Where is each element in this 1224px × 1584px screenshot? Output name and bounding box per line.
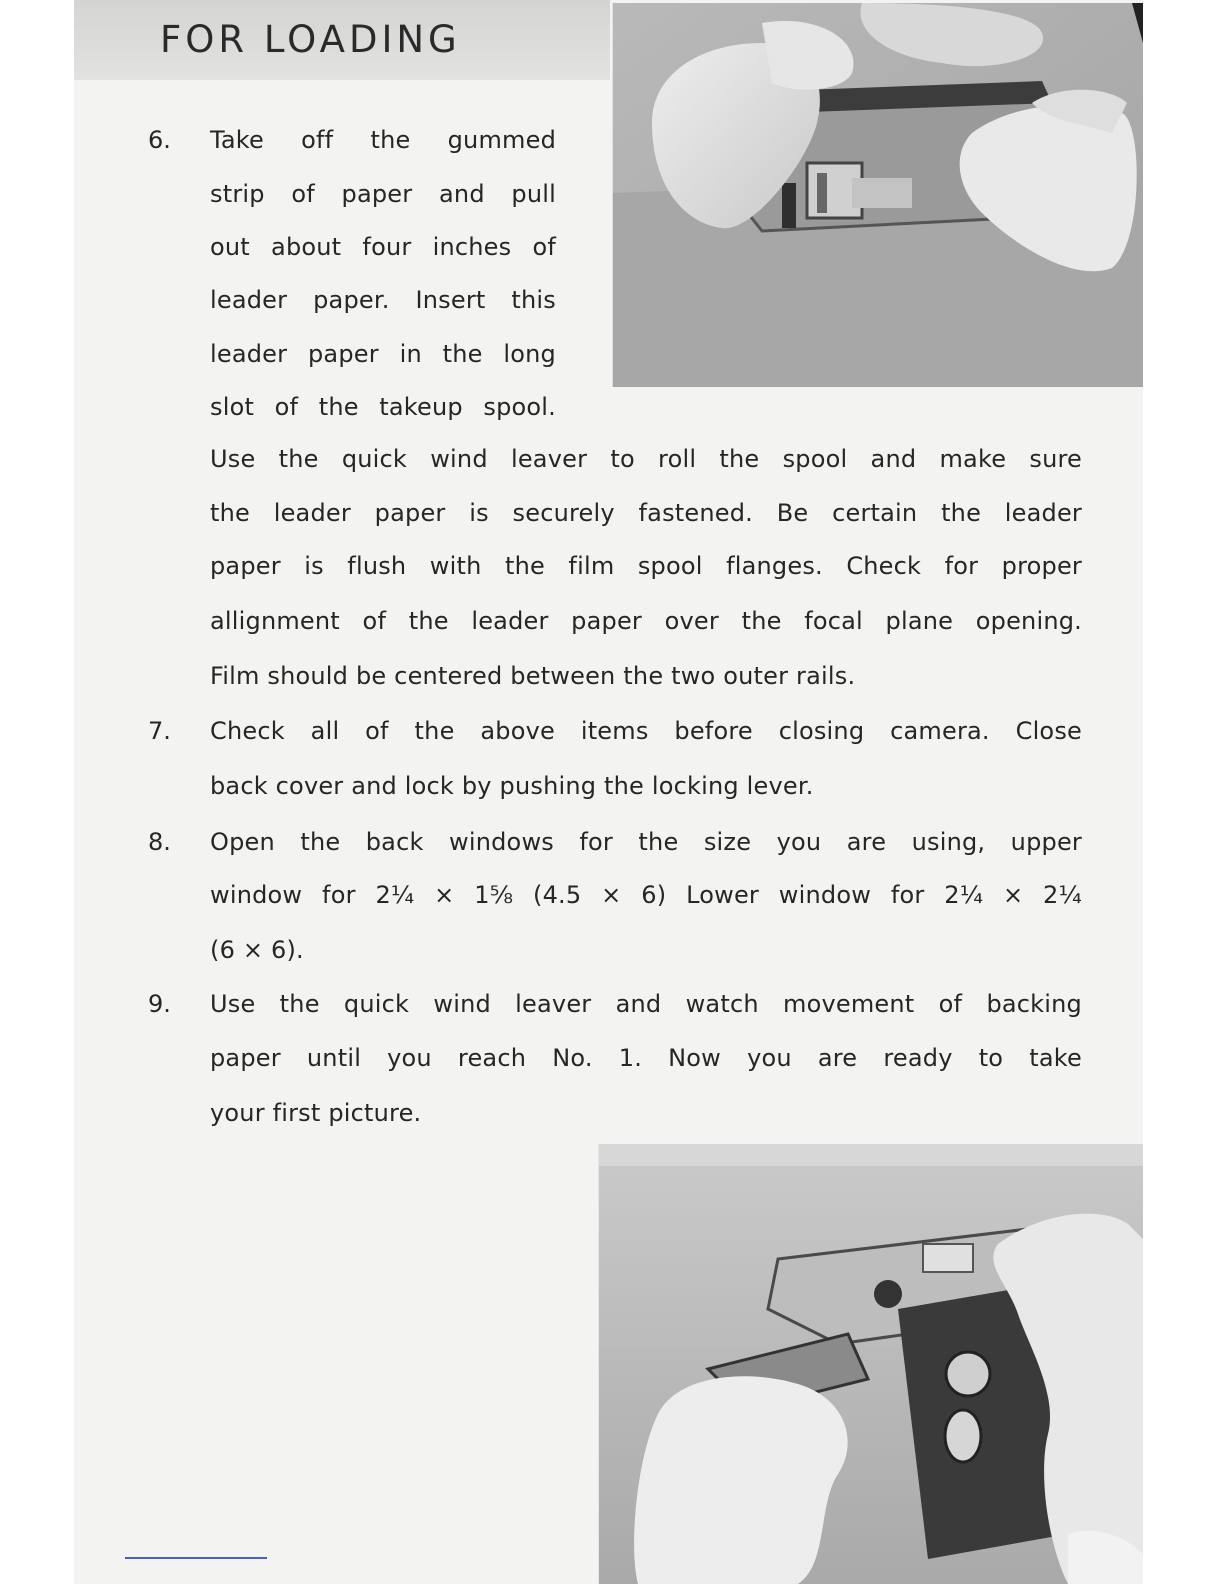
bottom-rule: [125, 1557, 267, 1559]
step-9-line-1: Use the quick wind leaver and watch movement of backing: [210, 990, 1082, 1018]
step-6-line-9: paper is flush with the film spool flanges. Check for proper: [210, 552, 1082, 580]
step-6-line-3: out about four inches of: [210, 233, 556, 261]
step-7-line-1: Check all of the above items before closing camera. Close: [210, 717, 1082, 745]
step-6-number: 6.: [148, 126, 171, 154]
step-6-line-11: Film should be centered between the two outer rails.: [210, 662, 856, 690]
step-7-line-2: back cover and lock by pushing the locking lever.: [210, 772, 814, 800]
step-6-line-6: slot of the takeup spool.: [210, 393, 556, 421]
step-9-number: 9.: [148, 990, 171, 1018]
step-8-number: 8.: [148, 828, 171, 856]
step-9-line-2: paper until you reach No. 1. Now you are ready to take: [210, 1044, 1082, 1072]
step-6-line-4: leader paper. Insert this: [210, 286, 556, 314]
step-6-line-5: leader paper in the long: [210, 340, 556, 368]
page-title: FOR LOADING: [160, 18, 461, 61]
step-6-line-7: Use the quick wind leaver to roll the spool and make sure: [210, 445, 1082, 473]
step-6-line-10: allignment of the leader paper over the focal plane opening.: [210, 607, 1082, 635]
step-6-line-1: Take off the gummed: [210, 126, 556, 154]
step-8-line-3: (6 × 6).: [210, 936, 304, 964]
camera-held-photo: [598, 1144, 1143, 1584]
manual-page: [74, 0, 1143, 1584]
step-8-line-2: window for 2¼ × 1⅝ (4.5 × 6) Lower window for 2¼ × 2¼: [210, 881, 1082, 909]
step-6-line-8: the leader paper is securely fastened. Be certain the leader: [210, 499, 1082, 527]
step-6-line-2: strip of paper and pull: [210, 180, 556, 208]
camera-loading-illustration: [612, 3, 1143, 387]
step-9-line-3: your first picture.: [210, 1099, 422, 1127]
header-band: [74, 0, 610, 80]
camera-loading-photo: [612, 3, 1143, 387]
camera-held-illustration: [598, 1144, 1143, 1584]
step-8-line-1: Open the back windows for the size you are using, upper: [210, 828, 1082, 856]
step-7-number: 7.: [148, 717, 171, 745]
